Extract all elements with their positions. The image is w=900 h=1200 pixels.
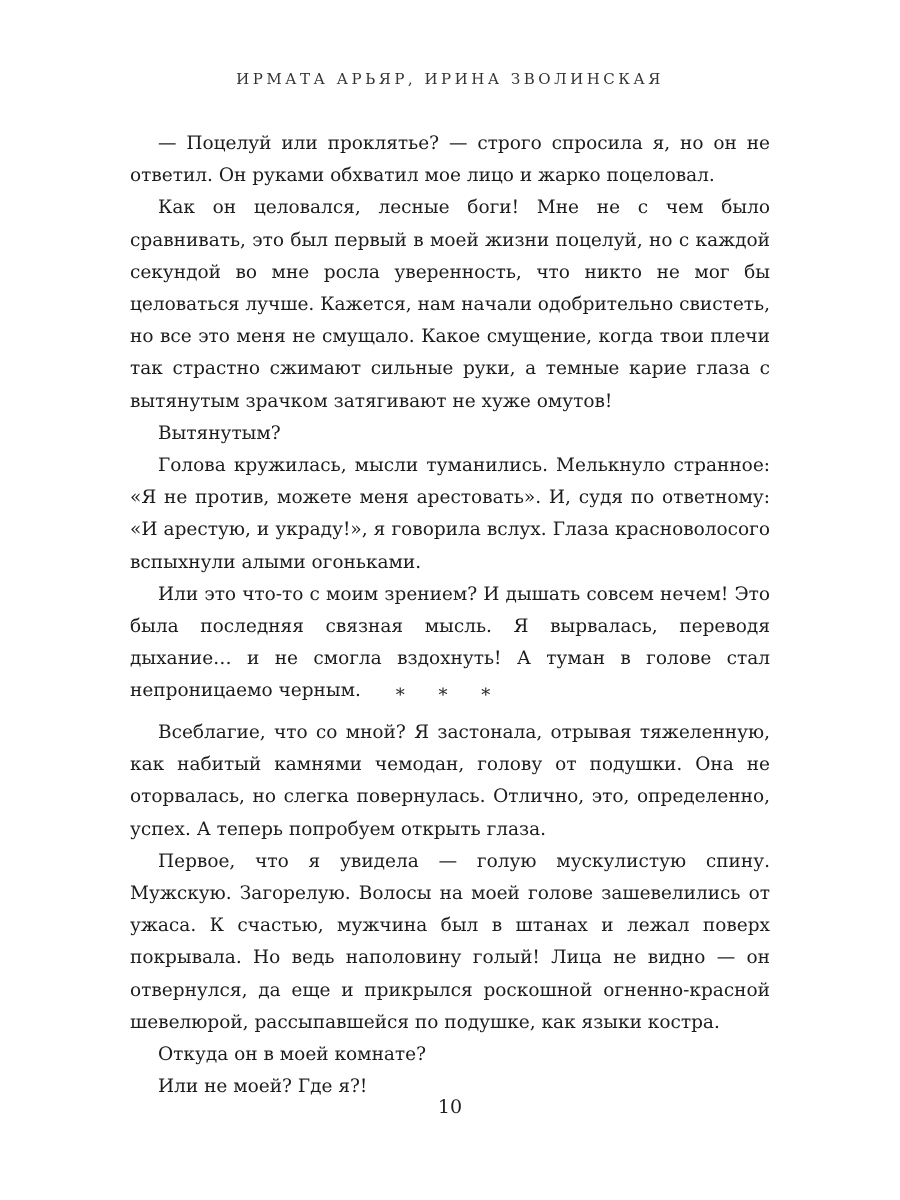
text-section-1: [130, 128, 770, 708]
text-section-2: [130, 717, 770, 1103]
paragraph: — Поцелуй или проклятье? — строго спросила я, но он не ответил. Он руками обхватил мое лицо и жарко поцеловал.: [130, 133, 770, 187]
scene-break: * * *: [395, 685, 505, 706]
paragraph: Всеблагие, что со мной? Я застонала, отрывая тяжеленную, как набитый камнями чемодан, голову от подушки. Она не оторвалась, но слегка повернулась. Отлично, это, определенно, успех. А теперь попробуем открыть глаза.: [130, 722, 770, 840]
paragraph: Вытянутым?: [158, 422, 281, 444]
running-head: ИРМАТА АРЬЯР, ИРИНА ЗВОЛИНСКАЯ: [236, 70, 664, 88]
paragraph: Или это что-то с моим зрением? И дышать совсем нечем! Это была последняя связная мысль. Я вырвалась, переводя дыхание… и не смогла вздохнуть! А туман в голове стал непроницаемо черным.: [130, 583, 770, 702]
paragraph: Откуда он в моей комнате?: [158, 1044, 427, 1066]
paragraph: Как он целовался, лесные боги! Мне не с чем было сравнивать, это был первый в моей жизни поцелуй, но с каждой секундой во мне росла уверенность, что никто не мог бы целоваться лучше. Кажется, нам начали одобрительно свистеть, но все это меня не смущало. Какое смущение, когда твои плечи так страстно сжимают сильные руки, а темные карие глаза с вытянутым зрачком затягивают не хуже омутов!: [130, 197, 770, 412]
paragraph: Или не моей? Где я?!: [158, 1076, 368, 1098]
page-number: 10: [437, 1096, 463, 1118]
paragraph: Голова кружилась, мысли туманились. Мелькнуло странное: «Я не против, можете меня арестовать». И, судя по ответному: «И арестую, и украду!», я говорила вслух. Глаза красноволосого вспыхнули алыми огоньками.: [130, 455, 770, 573]
paragraph: Первое, что я увидела — голую мускулистую спину. Мужскую. Загорелую. Волосы на моей голове зашевелились от ужаса. К счастью, мужчина был в штанах и лежал поверх покрывала. Но ведь наполовину голый! Лица не видно — он отвернулся, да еще и прикрылся роскошной огненно-красной шевелюрой, рассыпавшейся по подушке, как языки костра.: [130, 850, 770, 1033]
